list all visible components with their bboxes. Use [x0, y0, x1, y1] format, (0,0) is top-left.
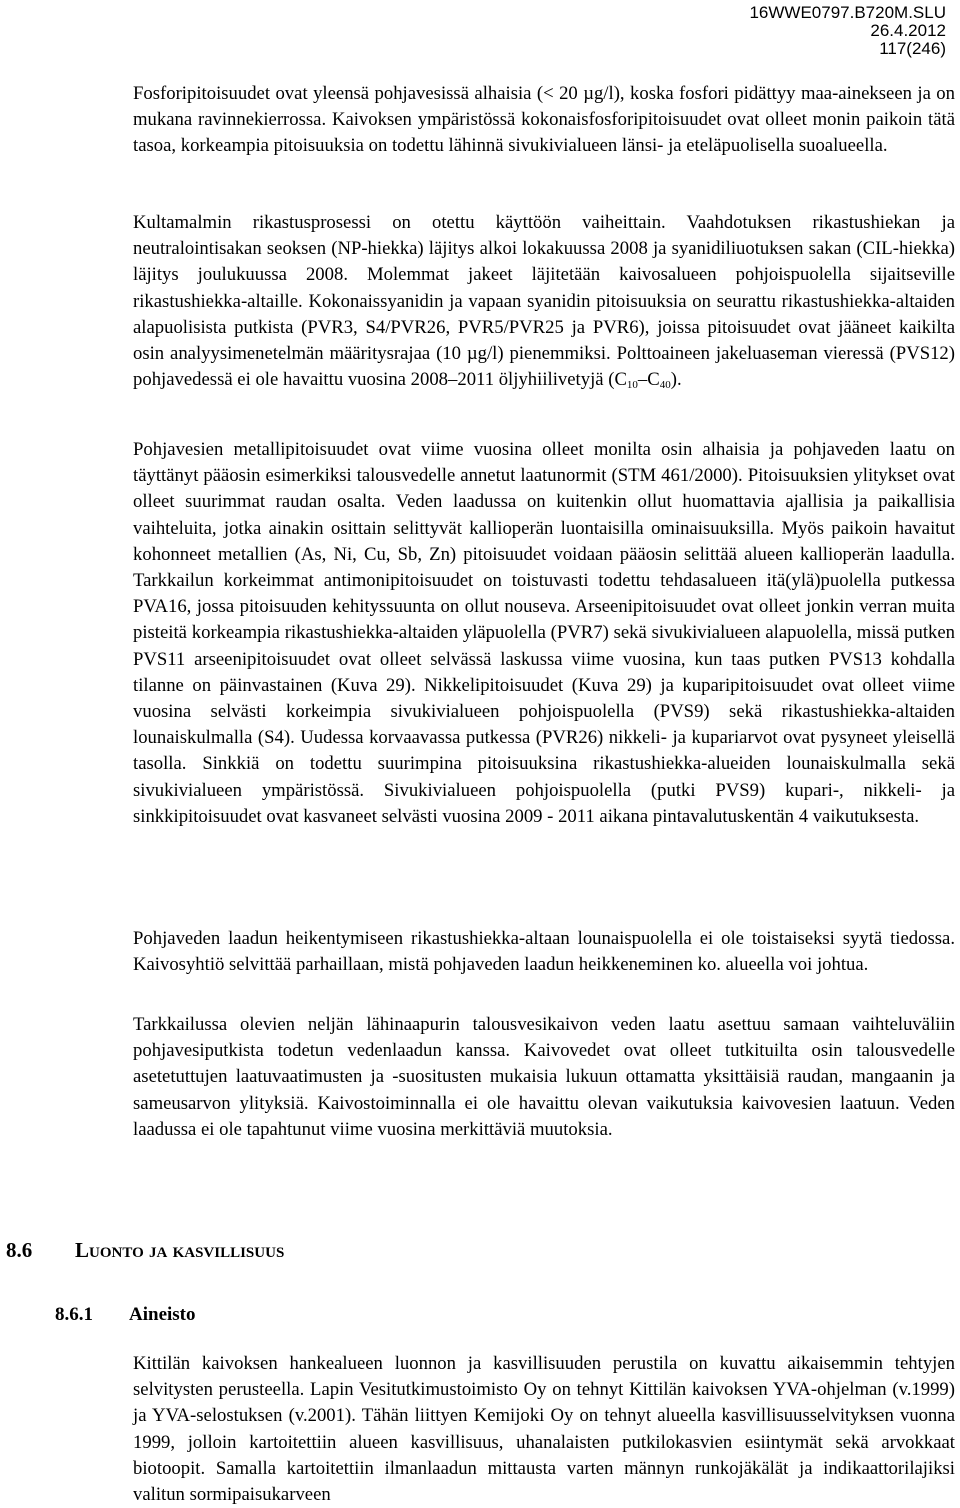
- subscript-c10: 10: [626, 379, 638, 392]
- section-heading: [6, 1238, 284, 1263]
- section-number: 8.6: [6, 1238, 33, 1262]
- paragraph-metals: Pohjavesien metallipitoisuudet ovat viime vuosina olleet monilta osin alhaisia ja pohjaveden laatu on täyttänyt pääosin esimerkiksi talousvedelle annetut laatunormit (STM 461/2000). Pitoisuuksien ylitykset ovat olleet suurimmat raudan osalta. Veden laadussa on kuitenkin ollut huomattavia ajallisia ja paikallisia vaihteluita, jotka ainakin osittain selittyvät kallioperän luontaisilla ominaisuuksilla. Myös paikoin havaitut kohonneet metallien (As, Ni, Cu, Sb, Zn) pitoisuudet voidaan pääosin selittää alueen kallioperän laadulla. Tarkkailun korkeimmat antimonipitoisuudet on toistuvasti todettu tehdasalueen itä(ylä)puolella putkessa PVA16, jossa pitoisuuden kehityssuunta on ollut nouseva. Arseenipitoisuudet ovat olleet jonkin verran muita pisteitä korkeampia rikastushiekka-altaiden yläpuolella (PVR7) sekä sivukivialueen alapuolella, missä putken PVS11 arseenipitoisuudet ovat olleet selvässä laskussa viime vuosina, kun taas putken PVS13 kohdalla tilanne on päinvastainen (Kuva 29). Nikkelipitoisuudet (Kuva 29) ja kuparipitoisuudet ovat olleet viime vuosina selvästi korkeimpia sivukivialueen pohjoispuolella (PVS9) sekä rikastushiekka-altaiden lounaiskulmalla (S4). Uudessa korvaavassa putkessa (PVR26) nikkeli- ja kupariarvot ovat pysyneet yleisellä tasolla. Sinkkiä on todettu suurimpina pitoisuuksina rikastushiekka-alueiden lounaiskulmalla sekä sivukivialueen ympäristössä. Sivukivialueen pohjoispuolella (putki PVS9) kupari-, nikkeli- ja sinkkipitoisuudet ovat kasvaneet selvästi vuosina 2009 - 2011 aikana pintavalutuskentän 4 vaikutuksesta.: [133, 439, 955, 827]
- paragraph-cyanide-dash: –C: [637, 369, 660, 391]
- paragraph-cyanide: [133, 210, 955, 393]
- section-title: Luonto ja kasvillisuus: [75, 1238, 285, 1262]
- document-date: 26.4.2012: [870, 21, 946, 40]
- paragraph-material: Kittilän kaivoksen hankealueen luonnon ja kasvillisuuden perustila on kuvattu aikaisemmin tehtyjen selvitysten perusteella. Lapin Vesitutkimustoimisto Oy on tehnyt Kittilän kaivoksen YVA-ohjelman (v.1999) ja YVA-selostuksen (v.2001). Tähän liittyen Kemijoki Oy on tehnyt alueella kasvillisuusselvityksen vuonna 1999, jolloin kartoitettiin alueen kasvillisuus, uhanalaisten putkilokasvien esiintymät sekä arvokkaat biotoopit. Samalla kartoitettiin ilmanlaadun mittausta varten männyn runkojäkälät ja indikaattorilajiksi valitun sormipaisukarveen: [133, 1353, 955, 1506]
- subscript-c40: 40: [659, 379, 671, 392]
- subsection-number: 8.6.1: [55, 1304, 93, 1325]
- page-header: [749, 4, 946, 58]
- paragraph-cyanide-text: Kultamalmin rikastusprosessi on otettu käyttöön vaiheittain. Vaahdotuksen rikastushiekan ja neutralointisakan seoksen (NP-hiekka) läjitys alkoi lokakuussa 2008 ja syanidiliuotuksen sakan (CIL-hiekka) läjitys joulukuussa 2008. Molemmat jakeet läjitetään kaivosalueen pohjoispuolella sijaitseville rikastushiekka-altaille. Kokonaissyanidin ja vapaan syanidin pitoisuuksia on seurattu rikastushiekka-altaiden alapuolisista putkista (PVR3, S4/PVR26, PVR5/PVR25 ja PVR6), joissa pitoisuudet ovat jääneet kaikilta osin analyysimenetelmän määritysrajaa (10 µg/l) pienemmiksi. Polttoaineen jakeluaseman vieressä (PVS12) pohjavedessä ei ole havaittu vuosina 2008–2011 öljyhiilivetyjä (C: [133, 212, 955, 391]
- paragraph-cyanide-end: ).: [670, 369, 682, 391]
- paragraph-wells: Tarkkailussa olevien neljän lähinaapurin talousvesikaivon veden laatu asettuu samaan vaihteluväliin pohjavesiputkista todetun vedenlaadun kanssa. Kaivovedet ovat olleet tutkituilta osin talousvedelle asetetuttujen laatuvaatimusten ja -suositusten mukaisia lukuun ottamatta yksittäisiä raudan, mangaanin ja sameusarvon ylityksiä. Kaivostoiminnalla ei ole havaittu olevan vaikutuksia kaivovesien laatuun. Veden laadussa ei ole tapahtunut viime vuosina merkittäviä muutoksia.: [133, 1014, 955, 1140]
- page-number: 117(246): [879, 39, 946, 58]
- paragraph-degradation: Pohjaveden laadun heikentymiseen rikastushiekka-altaan lounaispuolella ei ole toistaiseksi syytä tiedossa. Kaivosyhtiö selvittää parhaillaan, mistä pohjaveden laadun heikkeneminen ko. alueella voi johtua.: [133, 928, 955, 976]
- paragraph-phosphorus: Fosforipitoisuudet ovat yleensä pohjavesissä alhaisia (< 20 µg/l), koska fosfori pidättyy maa-ainekseen ja on mukana ravinnekierrossa. Kaivoksen ympäristössä kokonaisfosforipitoisuudet ovat olleet monin paikoin tätä tasoa, korkeampia pitoisuuksia on todettu lähinnä sivukivialueen länsi- ja eteläpuolisella suoalueella.: [133, 83, 955, 157]
- subsection-title: Aineisto: [129, 1304, 196, 1325]
- subsection-heading: [55, 1304, 196, 1326]
- document-id: 16WWE0797.B720M.SLU: [749, 3, 946, 22]
